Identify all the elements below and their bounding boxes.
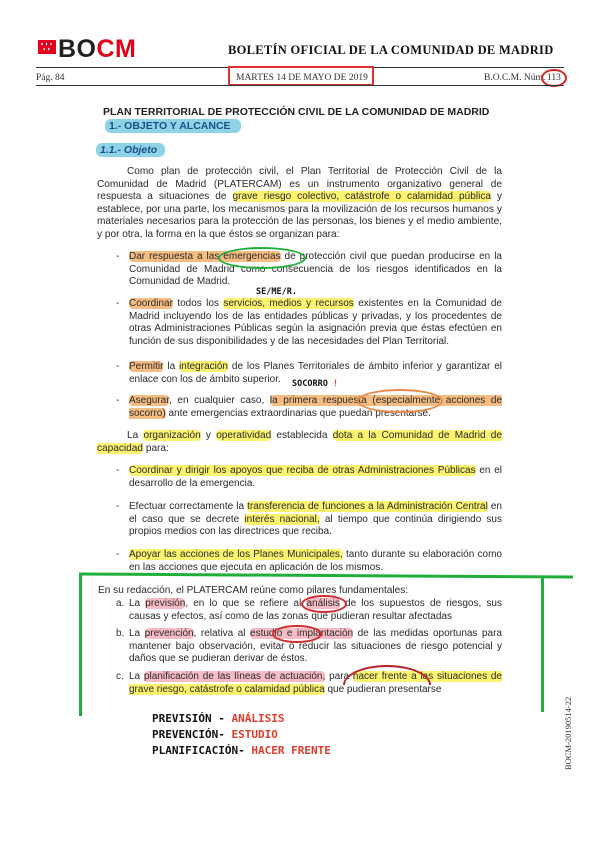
subsection-heading: 1.1.- Objeto (96, 143, 165, 157)
bullet-ensure: Asegurar, en cualquier caso, la primera respuesta (especialmente acciones de socorro) ante emergencias extraordinarias que puedan presentarse. (129, 395, 503, 419)
document-title: PLAN TERRITORIAL DE PROTECCIÓN CIVIL DE LA COMUNIDAD DE MADRID (103, 106, 490, 118)
pillar-letter: b. (116, 628, 125, 639)
pillar-letter: a. (116, 598, 125, 609)
bullet-dash: - (116, 298, 120, 309)
bocm-logo-text: BOCM (58, 35, 137, 63)
issue-label: B.O.C.M. Núm. (484, 73, 546, 83)
bullet-respond: Dar respuesta a las emergencias de protección civil que puedan producirse en la Comunidad de Madrid como consecuencia de los riesgos identificados en la Comunidad de Madrid. (129, 251, 502, 288)
issue-number: 113 (547, 73, 561, 83)
summary-line-prevision: PREVISIÓN - ANÁLISIS (152, 712, 285, 725)
pillar-prevencion: La prevención, relativa al estudio e implantación de las medidas oportunas para mantener bajo observación, evitar o reducir las situaciones de riesgo potencial y daños que se pudieran derivar de éstos. (129, 628, 502, 665)
bullet-dash: - (116, 465, 120, 476)
pillar-prevision: La previsión, en lo que se refiere al análisis de los supuestos de riesgos, sus causas y efectos, así como de las zonas que pudieran resultar afectadas (129, 598, 502, 622)
pillar-planificacion: La planificación de las líneas de actuación, para hacer frente a las situaciones de grave riesgo, catástrofe o calamidad pública que pudieran presentarse (129, 671, 502, 695)
green-circle-emergencias (218, 247, 306, 269)
bullet-dash: - (116, 361, 120, 372)
page-number: Pág. 84 (36, 73, 65, 83)
orange-circle-especialmente (357, 389, 443, 413)
handwritten-note-socorro: SOCORRO ! (292, 379, 339, 389)
red-circle-estudio (272, 625, 322, 643)
green-bracket-right (541, 576, 544, 712)
bullet-dash: - (116, 251, 120, 262)
summary-line-prevencion: PREVENCIÓN- ESTUDIO (152, 728, 278, 741)
green-bracket-left (79, 574, 82, 716)
date-red-box (228, 66, 374, 86)
pillar-letter: c. (116, 671, 124, 682)
pillars-intro: En su redacción, el PLATERCAM reúne como pilares fundamentales: (98, 585, 409, 596)
bullet-permit: Permitir la integración de los Planes Territoriales de ámbito inferior y garantizar el enlace con los de ámbito superior. (129, 361, 502, 385)
side-document-code: BOCM-20190514-22 (563, 696, 573, 770)
handwritten-note-semer: SE/ME/R. (256, 287, 297, 297)
summary-line-planificacion: PLANIFICACIÓN- HACER FRENTE (152, 744, 331, 757)
bullet-dash: - (116, 395, 120, 406)
journal-title: BOLETÍN OFICIAL DE LA COMUNIDAD DE MADRID (228, 43, 554, 57)
bullet-transfer: Efectuar correctamente la transferencia de funciones a la Administración Central en el caso que se decrete interés nacional, al tiempo que continúa dirigiendo sus propios medios con las directrices que reciba. (129, 501, 502, 538)
bullet-dash: - (116, 501, 120, 512)
red-circle-analisis (301, 595, 347, 613)
header-bottom-divider (36, 85, 564, 86)
bullet-direct-support: Coordinar y dirigir los apoyos que reciba de otras Administraciones Públicas en el desarrollo de la emergencia. (129, 465, 502, 489)
bullet-coordinate: Coordinar todos los servicios, medios y recursos existentes en la Comunidad de Madrid incluyendo los de las entidades públicas y privadas, y los procedentes de otras Administraciones Públicas según la asignación previa que éstas efectúen en función de sus disponibilidades y de las necesidades del Plan Territorial. (129, 298, 502, 347)
bullet-dash: - (116, 549, 120, 560)
section-heading: 1.- OBJETO Y ALCANCE (105, 119, 241, 133)
organization-paragraph: La organización y operatividad establecida dota a la Comunidad de Madrid de capacidad para: (97, 430, 503, 454)
issue-date: MARTES 14 DE MAYO DE 2019 (236, 73, 368, 83)
bocm-logo-icon (38, 40, 56, 54)
bullet-municipal: Apoyar las acciones de los Planes Municipales, tanto durante su elaboración como en las acciones que ejecuta en aplicación de los mismos. (129, 549, 502, 573)
intro-paragraph: Como plan de protección civil, el Plan Territorial de Protección Civil de la Comunidad de Madrid (PLATERCAM) es un instrumento organizativo general de respuesta a situaciones de grave riesgo colectivo, catástrofe o calamidad pública y establece, por una parte, los mecanismos para la movilización de los recursos humanos y materiales necesarios para la protección de las personas, los bienes y el medio ambiente, y por otra, la forma en la que éstos se organizan para: (97, 166, 503, 240)
red-arc-hacer-frente (343, 665, 431, 685)
